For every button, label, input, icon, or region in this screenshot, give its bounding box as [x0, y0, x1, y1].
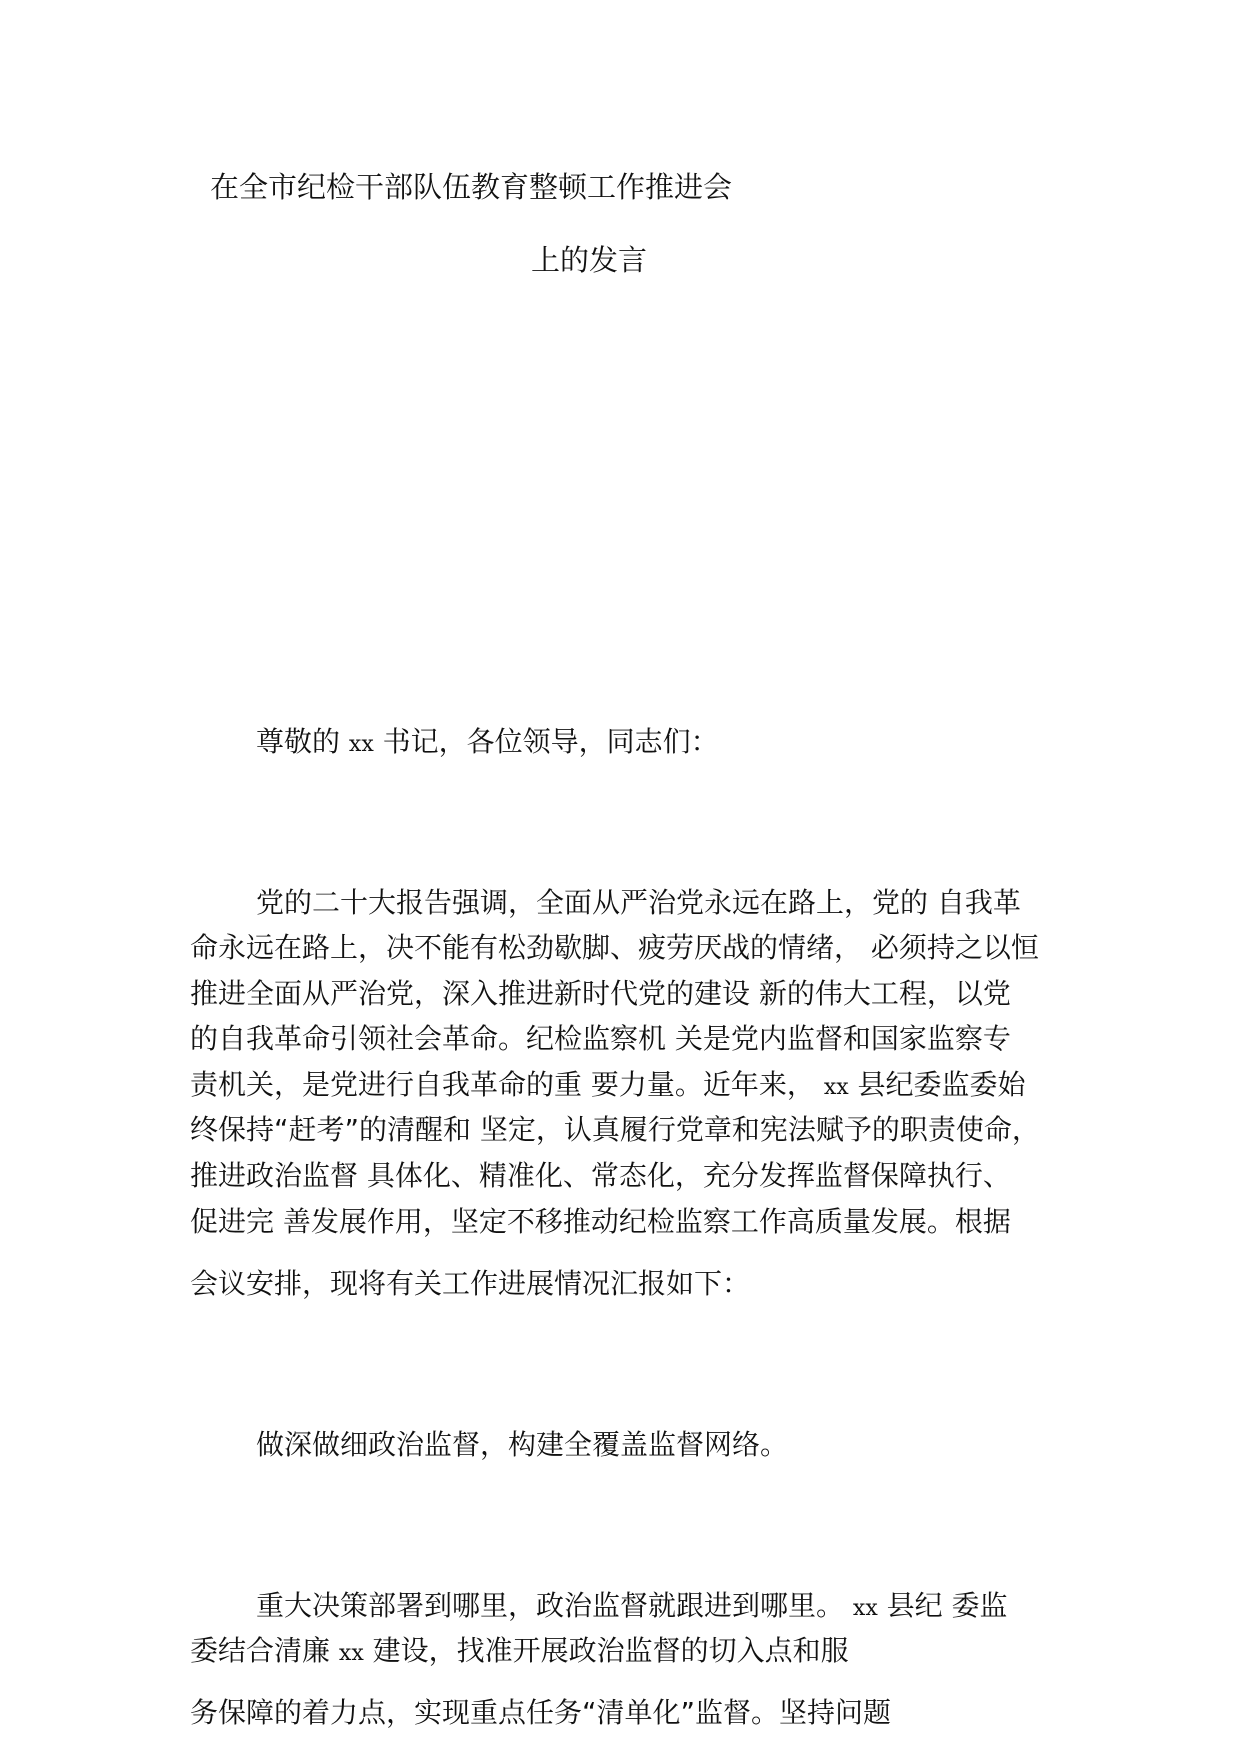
salutation: 尊敬的 xx 书记，各位领导，同志们：	[256, 725, 719, 758]
paragraph-line: 促进完 善发展作用，坚定不移推动纪检监察工作高质量发展。根据	[190, 1205, 1011, 1238]
paragraph-line: 党的二十大报告强调，全面从严治党永远在路上，党的 自我革	[256, 886, 1021, 919]
paragraph-line: 命永远在路上，决不能有松劲歇脚、疲劳厌战的情绪， 必须持之以恒	[190, 931, 1039, 964]
paragraph-line: 推进全面从严治党，深入推进新时代党的建设 新的伟大工程，以党	[190, 977, 1011, 1010]
paragraph-line: 委结合清廉 xx 建设，找准开展政治监督的切入点和服	[190, 1634, 849, 1667]
paragraph-line: 务保障的着力点，实现重点任务“清单化”监督。坚持问题	[190, 1696, 892, 1729]
paragraph-line: 终保持“赶考”的清醒和 坚定，认真履行党章和宪法赋予的职责使命，	[190, 1113, 1040, 1146]
paragraph-line: 的自我革命引领社会革命。纪检监察机 关是党内监督和国家监察专	[190, 1022, 1011, 1055]
paragraph-line: 推进政治监督 具体化、精准化、常态化，充分发挥监督保障执行、	[190, 1159, 1011, 1192]
section-heading: 做深做细政治监督，构建全覆盖监督网络。	[256, 1428, 789, 1461]
paragraph-line: 重大决策部署到哪里，政治监督就跟进到哪里。 xx 县纪 委监	[256, 1589, 1008, 1622]
paragraph-line: 责机关，是党进行自我革命的重 要力量。近年来， xx 县纪委监委始	[190, 1068, 1026, 1101]
title-line-1: 在全市纪检干部队伍教育整顿工作推进会	[210, 170, 733, 204]
title-line-2: 上的发言	[531, 243, 648, 277]
paragraph-line: 会议安排，现将有关工作进展情况汇报如下：	[190, 1267, 751, 1300]
